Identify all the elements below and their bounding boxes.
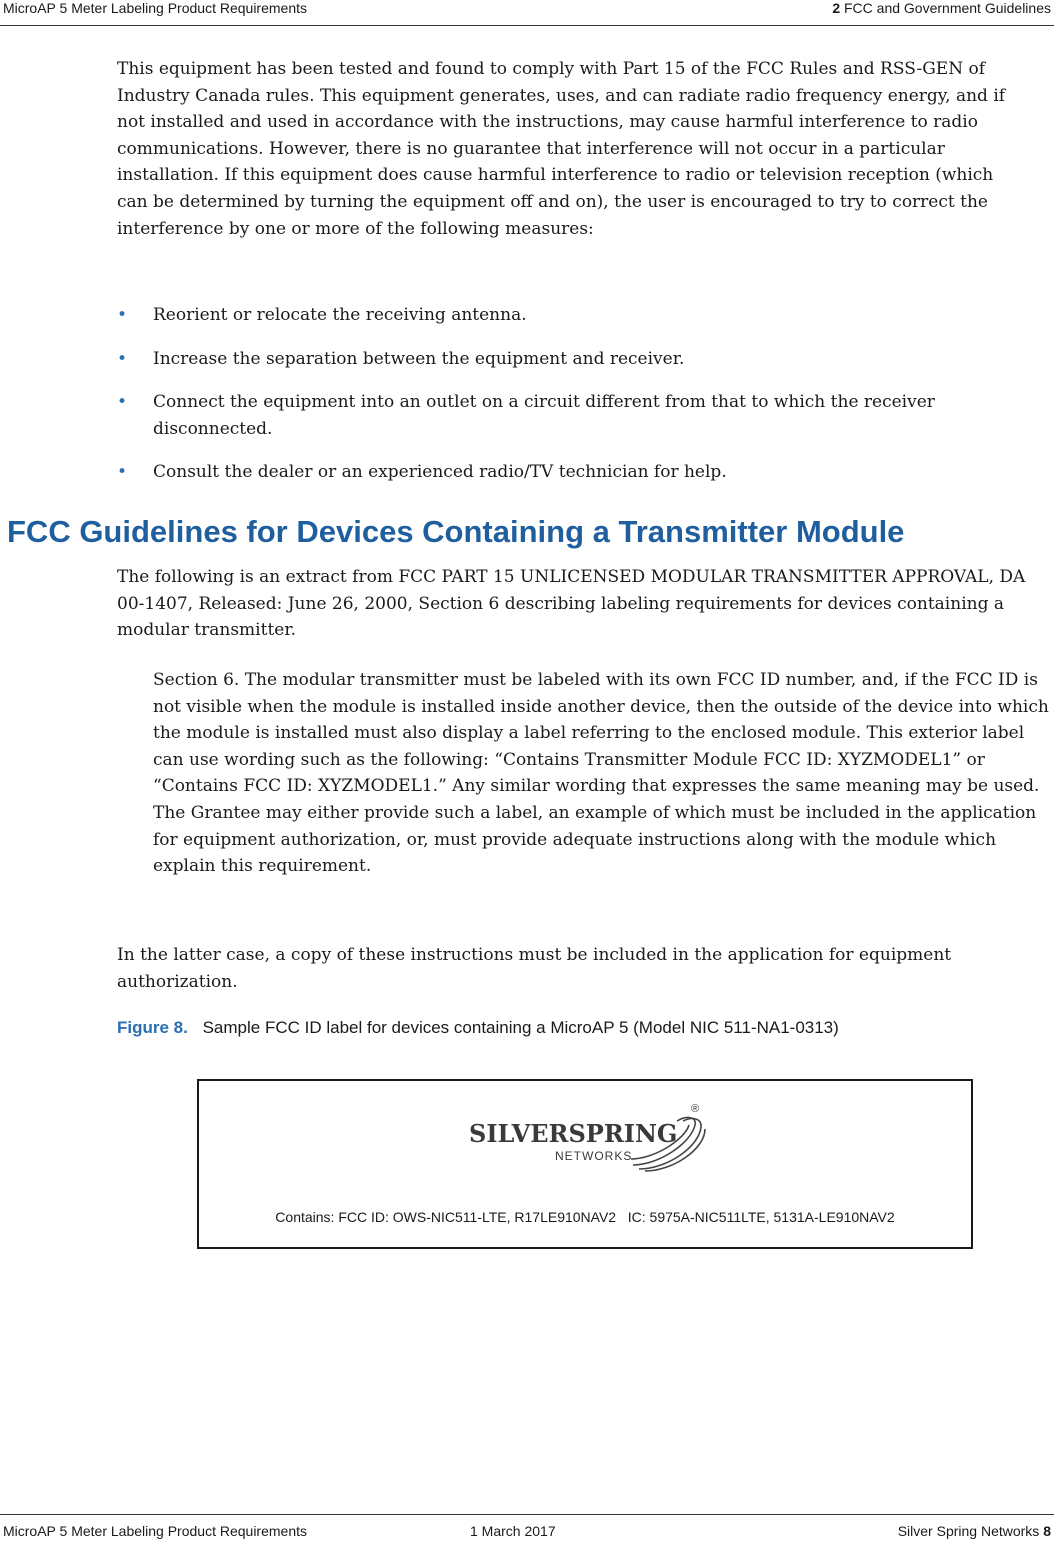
figure-label: Figure 8. bbox=[117, 1018, 188, 1037]
measure-text: Connect the equipment into an outlet on a circuit different from that to which the receiver disconnected. bbox=[153, 392, 935, 439]
registered-mark: ® bbox=[691, 1103, 700, 1115]
section-heading: FCC Guidelines for Devices Containing a Transmitter Module bbox=[7, 514, 905, 549]
footer-date: 1 March 2017 bbox=[470, 1523, 556, 1539]
list-item bbox=[117, 459, 1052, 486]
bullet-icon: • bbox=[117, 348, 128, 369]
list-item bbox=[117, 389, 1052, 442]
page-header bbox=[0, 0, 1054, 26]
fcc-id-text: Contains: FCC ID: OWS-NIC511-LTE, R17LE910NAV2 IC: 5975A-NIC511LTE, 5131A-LE910NAV2 bbox=[275, 1209, 895, 1225]
figure-caption-text: Sample FCC ID label for devices containing a MicroAP 5 (Model NIC 511-NA1-0313) bbox=[202, 1018, 839, 1037]
page-footer bbox=[0, 1514, 1054, 1543]
measure-text: Consult the dealer or an experienced radio/TV technician for help. bbox=[153, 462, 727, 483]
bullet-icon: • bbox=[117, 392, 128, 413]
measures-list bbox=[117, 302, 1052, 503]
header-chapter bbox=[832, 0, 1051, 17]
header-doc-title: MicroAP 5 Meter Labeling Product Requirements bbox=[3, 0, 308, 16]
quoted-section-6: Section 6. The modular transmitter must be labeled with its own FCC ID number, and, if the FCC ID is not visible when the module is installed inside another device, then the outside of the device into which the module is installed must also display a label referring to the enclosed module. This exterior label can use wording such as the following: “Contains Transmitter Module FCC ID: XYZMODEL1” or “Contains FCC ID: XYZMODEL1.” Any similar wording that expresses the same meaning may be used. The Grantee may either provide such a label, an example of which must be included in the application for equipment authorization, or, must provide adequate instructions along with the module which explain this requirement. bbox=[153, 670, 1049, 877]
list-item bbox=[117, 302, 1052, 329]
measure-text: Increase the separation between the equipment and receiver. bbox=[153, 348, 685, 369]
extract-intro-paragraph: The following is an extract from FCC PART 15 UNLICENSED MODULAR TRANSMITTER APPROVAL, DA 00-1407, Released: June 26, 2000, Section 6 describing labeling requirements for devices containing a modular transmitter. bbox=[117, 567, 1026, 641]
footer-company-page bbox=[898, 1523, 1051, 1540]
header-chapter-title: FCC and Government Guidelines bbox=[844, 0, 1051, 16]
figure-caption bbox=[117, 1017, 839, 1039]
bullet-icon: • bbox=[117, 462, 128, 483]
sample-fcc-label bbox=[197, 1079, 973, 1249]
intro-paragraph: This equipment has been tested and found to comply with Part 15 of the FCC Rules and RSS-GEN of Industry Canada rules. This equipment generates, uses, and can radiate radio frequency energy, and if not installed and used in accordance with the instructions, may cause harmful interference to radio communications. However, there is no guarantee that interference will not occur in a particular installation. If this equipment does cause harmful interference to radio or television reception (which can be determined by turning the equipment off and on), the user is encouraged to try to correct the interference by one or more of the following measures: bbox=[117, 59, 1006, 239]
list-item bbox=[117, 346, 1052, 373]
header-chapter-number: 2 bbox=[832, 0, 841, 16]
brand-sub: NETWORKS bbox=[555, 1149, 633, 1163]
closing-paragraph: In the latter case, a copy of these instructions must be included in the application for equipment authorization. bbox=[117, 945, 952, 992]
footer-company: Silver Spring Networks bbox=[897, 1523, 1040, 1539]
page-number: 8 bbox=[1043, 1523, 1051, 1539]
brand-name: SILVERSPRING bbox=[469, 1119, 678, 1148]
bullet-icon: • bbox=[117, 305, 128, 325]
measure-text: Reorient or relocate the receiving antenna. bbox=[153, 305, 527, 325]
footer-doc-title: MicroAP 5 Meter Labeling Product Requirements bbox=[3, 1523, 308, 1539]
silver-spring-logo bbox=[469, 1103, 709, 1173]
